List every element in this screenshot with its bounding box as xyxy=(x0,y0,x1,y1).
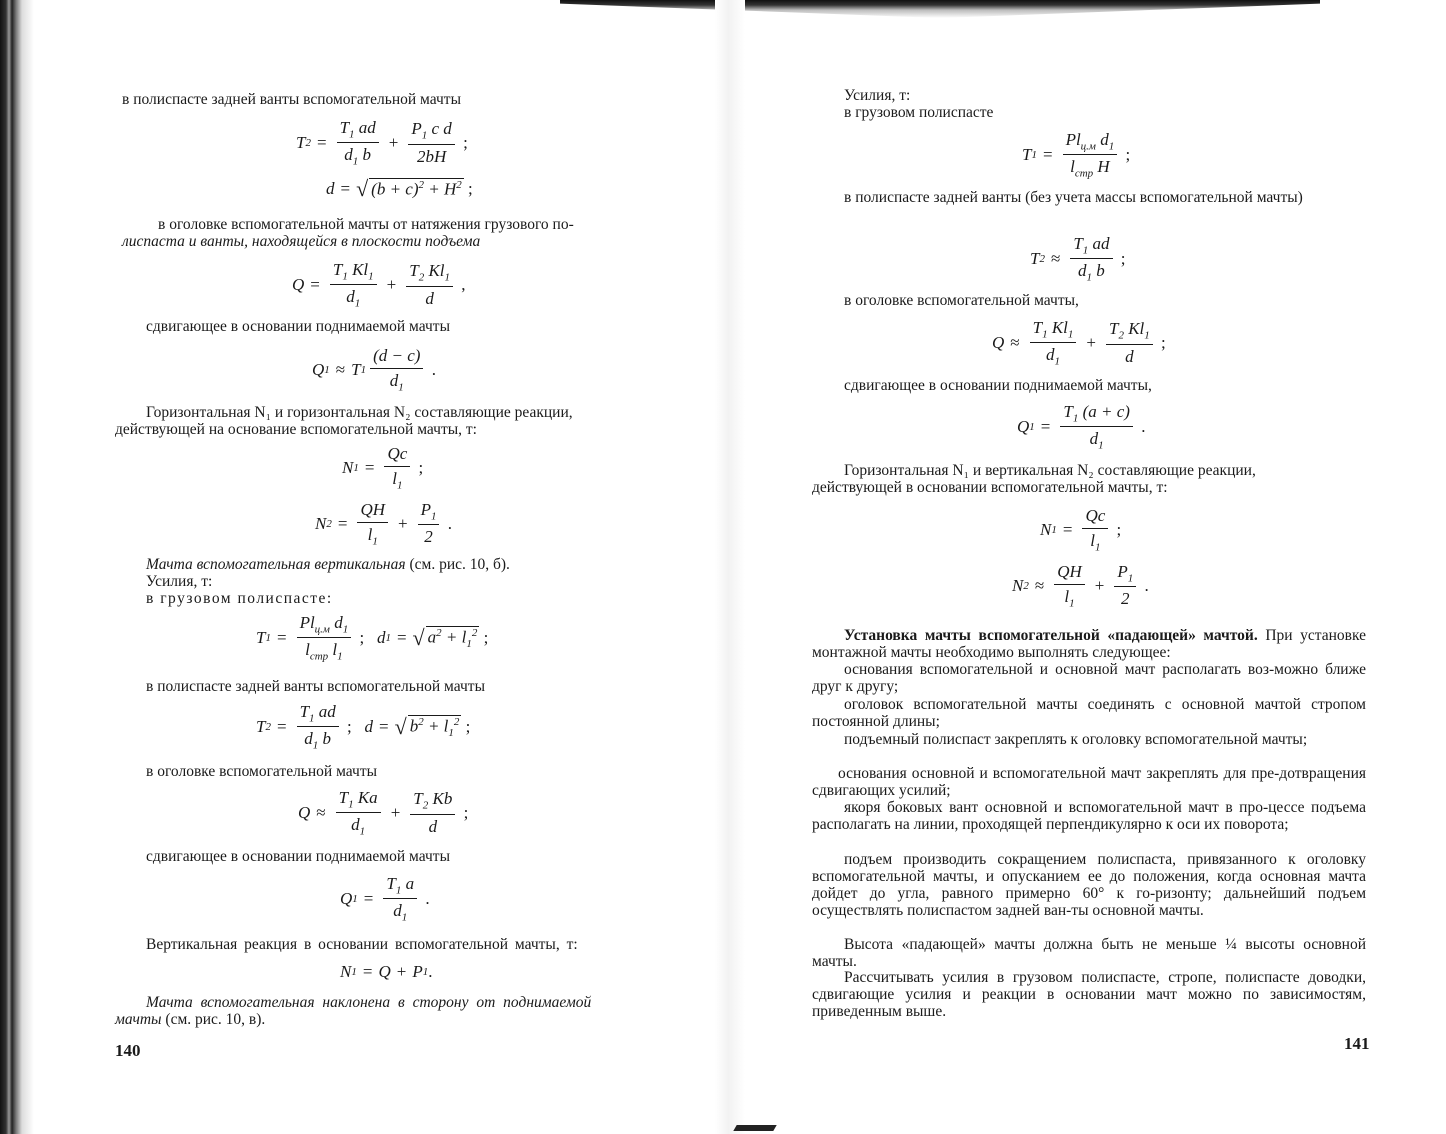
paragraph: Рассчитывать усилия в грузовом полиспасте, стропе, полиспасте доводки, сдвигающие усилия и реакции в основании мачт можно по зависимостям, приведенным выше. xyxy=(812,969,1366,1020)
list-item: основания основной и вспомогательной мачт закреплять для пре-дотвращения сдвигающих усилий; xyxy=(812,765,1366,799)
section-intro: При установке монтажной мачты необходимо выполнять следующее: xyxy=(812,627,1366,661)
list-item: подъем производить сокращением полиспаста, привязанного к оголовку вспомогательной мачты, и опусканием ее до положения, когда основная мачта дойдет до угла, равного примерно 60° к го-ризонту; дальнейший подъем осуществлять полиспастом задней ван-ты основной мачты. xyxy=(812,851,1366,919)
paragraph xyxy=(115,1011,265,1028)
top-binding-shadow xyxy=(560,0,1320,18)
paragraph: в оголовке вспомогательной мачты от натяжения грузового по- xyxy=(158,216,574,233)
section-heading: Установка мачты вспомогательной «падающей» мачтой. xyxy=(844,627,1258,644)
figure-ref: (см. рис. 10, в). xyxy=(161,1011,266,1028)
paragraph: в оголовке вспомогательной мачты, xyxy=(844,292,1079,309)
paragraph: в грузовом полиспасте xyxy=(844,104,994,121)
page-number: 141 xyxy=(1344,1034,1370,1053)
formula-q1-right: Q 1 = $\frac{T_1 (a + c)}{d_1}$ . xyxy=(1017,402,1146,452)
formula-q1: Q 1 ≈ T 1 $\frac{(d - c)}{d_1}$ . xyxy=(312,346,436,394)
paragraph: действующей в основании вспомогательной мачты, т: xyxy=(812,479,1168,496)
paragraph: сдвигающее в основании поднимаемой мачты, xyxy=(844,377,1152,394)
paragraph: лиспаста и ванты, находящейся в плоскости подъема xyxy=(122,233,481,250)
paragraph: Мачта вспомогательная наклонена в сторону от поднимаемой xyxy=(146,994,592,1011)
paragraph: в полиспасте задней ванты (без учета массы вспомогательной мачты) xyxy=(844,189,1303,206)
page-gutter xyxy=(715,0,745,1134)
paragraph: Усилия, т: xyxy=(146,573,213,590)
paragraph: в полиспасте задней ванты вспомогательной мачты xyxy=(122,91,461,108)
formula-q1-vertical: Q 1 = $\frac{T_1 a}{d_1}$ . xyxy=(340,874,430,924)
formula-t1: T 1 = $\frac{Pl_{ц.м} d_1}{l_{стр} l_1}$ ; d 1 = √ $a^2 + l_1^2$ ; xyxy=(256,613,489,663)
bottom-binding-mark xyxy=(733,1125,776,1131)
paragraph: сдвигающее в основании поднимаемой мачты xyxy=(146,318,450,335)
page-number: 140 xyxy=(115,1041,141,1060)
formula-t2-vertical: T 2 = $\frac{T_1 ad}{d_1 b}$ ; d = √ $b^2 + l_1^2$ ; xyxy=(256,702,471,752)
formula-d: d = √ $(b + c)^2 + H^2$ ; xyxy=(326,176,473,201)
list-item: основания вспомогательной и основной мачт располагать воз-можно ближе друг к другу; xyxy=(812,661,1366,695)
paragraph: Горизонтальная N₁ и горизонтальная N₂ составляющие реакции, xyxy=(146,404,573,421)
list-item: подъемный полиспаст закреплять к оголовку вспомогательной мачты; xyxy=(844,731,1308,748)
section-paragraph xyxy=(812,627,1366,661)
book-spine-shadow xyxy=(0,0,34,1134)
paragraph: в оголовке вспомогательной мачты xyxy=(146,763,378,780)
paragraph: Высота «падающей» мачты должна быть не меньше ¼ высоты основной мачты. xyxy=(812,936,1366,970)
italic-word: мачты xyxy=(115,1011,162,1028)
list-item: якоря боковых вант основной и вспомогательной мачт в про-цессе подъема располагать на линии, проходящей перпендикулярно к оси их поворота; xyxy=(812,799,1366,833)
formula-q: Q = $\frac{T_1 Kl_1}{d_1}$ + $\frac{T_2 Kl_1}{d}$ , xyxy=(292,260,466,310)
formula-n2-right: N 2 ≈ $\frac{QH}{l_1}$ + $\frac{P_1}{2}$ . xyxy=(1012,562,1149,610)
paragraph: Вертикальная реакция в основании вспомогательной мачты, т: xyxy=(146,936,578,953)
formula-n2: N 2 = $\frac{QH}{l_1}$ + $\frac{P_1}{2}$ . xyxy=(315,500,452,548)
paragraph: действующей на основание вспомогательной мачты, т: xyxy=(115,421,477,438)
italic-heading: Мачта вспомогательная вертикальная xyxy=(146,556,406,573)
formula-n1: N 1 = $\frac{Qc}{l_1}$ ; xyxy=(342,444,424,492)
formula-q-vertical: Q ≈ $\frac{T_1 Ka}{d_1}$ + $\frac{T_2 Kb}{d}$ ; xyxy=(298,788,469,838)
paragraph: Усилия, т: xyxy=(844,87,911,104)
formula-q-right: Q ≈ $\frac{T_1 Kl_1}{d_1}$ + $\frac{T_2 Kl_1}{d}$ ; xyxy=(992,318,1166,368)
paragraph: в грузовом полиспасте: xyxy=(146,590,333,607)
paragraph xyxy=(146,556,510,573)
figure-ref: (см. рис. 10, б). xyxy=(405,556,510,573)
formula-t1-right: T 1 = $\frac{Pl_{ц.м} d_1}{l_{стр} H}$ ; xyxy=(1022,130,1131,180)
paragraph: Горизонтальная N₁ и вертикальная N₂ составляющие реакции, xyxy=(844,462,1256,479)
formula-t2: T 2 = $\frac{T_1 ad}{d_1 b}$ + $\frac{P_1 c d}{2bH}$ ; xyxy=(296,118,468,168)
formula-t2-right: T 2 ≈ $\frac{T_1 ad}{d_1 b}$ ; xyxy=(1030,234,1126,284)
paragraph: сдвигающее в основании поднимаемой мачты xyxy=(146,848,450,865)
paragraph: в полиспасте задней ванты вспомогательной мачты xyxy=(146,678,485,695)
formula-n1-vertical: N 1 = Q + P 1 . xyxy=(340,962,433,981)
list-item: оголовок вспомогательной мачты соединять с основной мачтой стропом постоянной длины; xyxy=(812,696,1366,730)
formula-n1-right: N 1 = $\frac{Qc}{l_1}$ ; xyxy=(1040,506,1122,554)
